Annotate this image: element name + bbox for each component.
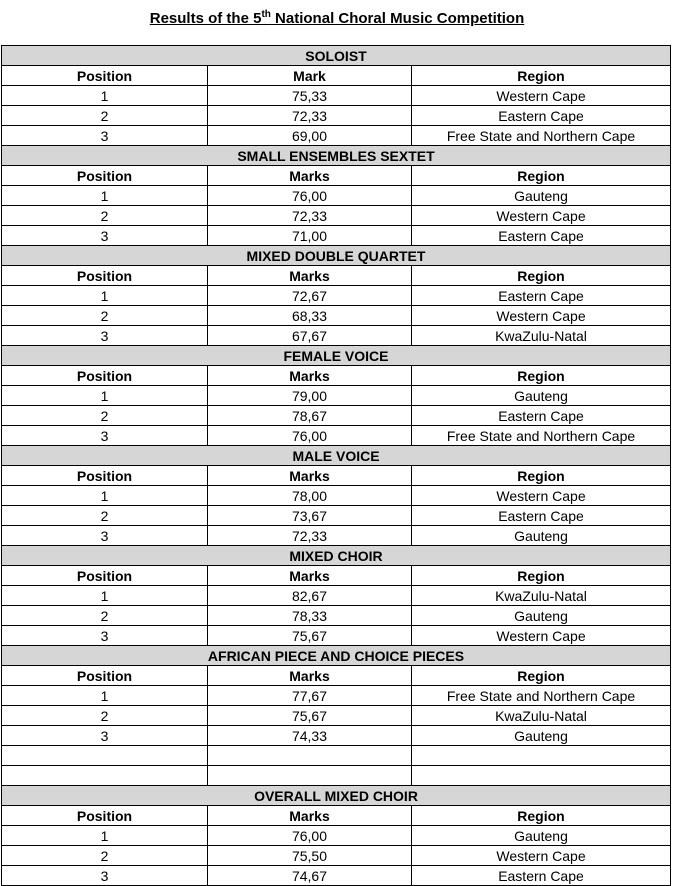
cell-mark: 78,33 xyxy=(208,606,412,626)
section-title: MALE VOICE xyxy=(2,446,671,466)
table-row xyxy=(2,426,671,446)
cell-mark: 72,67 xyxy=(208,286,412,306)
cell-position: 1 xyxy=(2,86,208,106)
table-row xyxy=(2,186,671,206)
cell-region: Western Cape xyxy=(412,306,671,326)
table-row xyxy=(2,226,671,246)
cell-position: 3 xyxy=(2,726,208,746)
cell-mark: 76,00 xyxy=(208,186,412,206)
cell-mark: 75,33 xyxy=(208,86,412,106)
cell-position: 2 xyxy=(2,506,208,526)
cell-mark: 72,33 xyxy=(208,106,412,126)
cell-position: 1 xyxy=(2,386,208,406)
column-header-region: Region xyxy=(412,566,671,586)
column-header-position: Position xyxy=(2,666,208,686)
section-title: SOLOIST xyxy=(2,46,671,66)
cell-mark: 75,67 xyxy=(208,706,412,726)
section-header-row xyxy=(2,146,671,166)
cell-mark: 73,67 xyxy=(208,506,412,526)
table-row xyxy=(2,306,671,326)
table-row xyxy=(2,106,671,126)
cell-mark: 82,67 xyxy=(208,586,412,606)
column-header-position: Position xyxy=(2,366,208,386)
cell-position: 2 xyxy=(2,706,208,726)
cell-region: KwaZulu-Natal xyxy=(412,586,671,606)
cell-mark: 72,33 xyxy=(208,526,412,546)
title-suffix: National Choral Music Competition xyxy=(270,10,525,27)
cell-region: Gauteng xyxy=(412,726,671,746)
column-header-position: Position xyxy=(2,66,208,86)
section-header-row xyxy=(2,46,671,66)
cell-position: 1 xyxy=(2,286,208,306)
cell-region: Eastern Cape xyxy=(412,286,671,306)
cell-position: 2 xyxy=(2,606,208,626)
title-superscript: th xyxy=(261,9,271,20)
column-header-region: Region xyxy=(412,366,671,386)
column-header-region: Region xyxy=(412,266,671,286)
cell-region: Free State and Northern Cape xyxy=(412,426,671,446)
section-header-row xyxy=(2,246,671,266)
table-row xyxy=(2,486,671,506)
section-header-row xyxy=(2,546,671,566)
cell-mark: 78,67 xyxy=(208,406,412,426)
column-header-region: Region xyxy=(412,166,671,186)
cell-position: 1 xyxy=(2,686,208,706)
table-row xyxy=(2,206,671,226)
table-row xyxy=(2,706,671,726)
cell-region: Eastern Cape xyxy=(412,866,671,886)
cell-region: Gauteng xyxy=(412,526,671,546)
cell-position: 3 xyxy=(2,326,208,346)
cell-region: Western Cape xyxy=(412,486,671,506)
cell-region: Free State and Northern Cape xyxy=(412,126,671,146)
column-header-row xyxy=(2,166,671,186)
cell-mark: 76,00 xyxy=(208,426,412,446)
cell-region: KwaZulu-Natal xyxy=(412,706,671,726)
section-header-row xyxy=(2,346,671,366)
cell-position: 3 xyxy=(2,126,208,146)
cell-mark: 71,00 xyxy=(208,226,412,246)
section-title: AFRICAN PIECE AND CHOICE PIECES xyxy=(2,646,671,666)
cell-position: 3 xyxy=(2,426,208,446)
table-row xyxy=(2,826,671,846)
section-header-row xyxy=(2,646,671,666)
cell-position xyxy=(2,766,208,786)
cell-region: Western Cape xyxy=(412,626,671,646)
cell-region xyxy=(412,746,671,766)
cell-region: Eastern Cape xyxy=(412,406,671,426)
column-header-region: Region xyxy=(412,806,671,826)
column-header-mark: Mark xyxy=(208,66,412,86)
table-row xyxy=(2,606,671,626)
results-table xyxy=(1,45,671,886)
table-row xyxy=(2,506,671,526)
cell-mark: 67,67 xyxy=(208,326,412,346)
column-header-mark: Marks xyxy=(208,366,412,386)
cell-position: 2 xyxy=(2,106,208,126)
table-row xyxy=(2,286,671,306)
column-header-mark: Marks xyxy=(208,266,412,286)
column-header-row xyxy=(2,466,671,486)
cell-region: Gauteng xyxy=(412,386,671,406)
cell-mark: 79,00 xyxy=(208,386,412,406)
table-row xyxy=(2,766,671,786)
column-header-row xyxy=(2,66,671,86)
column-header-mark: Marks xyxy=(208,566,412,586)
cell-position: 1 xyxy=(2,186,208,206)
section-title: SMALL ENSEMBLES SEXTET xyxy=(2,146,671,166)
column-header-row xyxy=(2,366,671,386)
column-header-mark: Marks xyxy=(208,806,412,826)
cell-position: 2 xyxy=(2,406,208,426)
section-title: MIXED DOUBLE QUARTET xyxy=(2,246,671,266)
cell-region: Eastern Cape xyxy=(412,106,671,126)
cell-position: 1 xyxy=(2,486,208,506)
column-header-row xyxy=(2,266,671,286)
document-title xyxy=(0,9,674,27)
cell-position: 1 xyxy=(2,586,208,606)
table-row xyxy=(2,686,671,706)
cell-mark: 77,67 xyxy=(208,686,412,706)
cell-region: Gauteng xyxy=(412,826,671,846)
section-title: MIXED CHOIR xyxy=(2,546,671,566)
table-row xyxy=(2,326,671,346)
table-row xyxy=(2,866,671,886)
cell-mark: 68,33 xyxy=(208,306,412,326)
column-header-row xyxy=(2,566,671,586)
table-row xyxy=(2,386,671,406)
results-table-body xyxy=(2,46,671,886)
cell-mark: 78,00 xyxy=(208,486,412,506)
column-header-region: Region xyxy=(412,666,671,686)
cell-mark: 75,67 xyxy=(208,626,412,646)
cell-position: 3 xyxy=(2,226,208,246)
cell-mark: 74,67 xyxy=(208,866,412,886)
cell-position: 2 xyxy=(2,206,208,226)
section-header-row xyxy=(2,786,671,806)
column-header-position: Position xyxy=(2,466,208,486)
cell-region: Western Cape xyxy=(412,846,671,866)
cell-mark: 69,00 xyxy=(208,126,412,146)
section-header-row xyxy=(2,446,671,466)
column-header-row xyxy=(2,666,671,686)
cell-position: 2 xyxy=(2,306,208,326)
table-row xyxy=(2,526,671,546)
cell-mark: 75,50 xyxy=(208,846,412,866)
cell-position: 1 xyxy=(2,826,208,846)
cell-mark: 74,33 xyxy=(208,726,412,746)
column-header-position: Position xyxy=(2,806,208,826)
cell-mark xyxy=(208,746,412,766)
cell-region: Gauteng xyxy=(412,606,671,626)
table-row xyxy=(2,846,671,866)
column-header-mark: Marks xyxy=(208,666,412,686)
cell-region: Western Cape xyxy=(412,206,671,226)
table-row xyxy=(2,726,671,746)
column-header-mark: Marks xyxy=(208,166,412,186)
table-row xyxy=(2,126,671,146)
column-header-mark: Marks xyxy=(208,466,412,486)
cell-region: Gauteng xyxy=(412,186,671,206)
table-row xyxy=(2,586,671,606)
cell-region: Western Cape xyxy=(412,86,671,106)
cell-region xyxy=(412,766,671,786)
column-header-position: Position xyxy=(2,566,208,586)
table-row xyxy=(2,86,671,106)
cell-position: 3 xyxy=(2,626,208,646)
title-prefix: Results of the 5 xyxy=(149,10,262,27)
cell-mark: 72,33 xyxy=(208,206,412,226)
column-header-position: Position xyxy=(2,166,208,186)
table-row xyxy=(2,406,671,426)
cell-position: 3 xyxy=(2,526,208,546)
cell-mark: 76,00 xyxy=(208,826,412,846)
cell-region: Eastern Cape xyxy=(412,506,671,526)
cell-region: Free State and Northern Cape xyxy=(412,686,671,706)
cell-position: 3 xyxy=(2,866,208,886)
cell-region: KwaZulu-Natal xyxy=(412,326,671,346)
column-header-row xyxy=(2,806,671,826)
cell-position: 2 xyxy=(2,846,208,866)
table-row xyxy=(2,746,671,766)
cell-position xyxy=(2,746,208,766)
section-title: FEMALE VOICE xyxy=(2,346,671,366)
cell-mark xyxy=(208,766,412,786)
table-row xyxy=(2,626,671,646)
column-header-region: Region xyxy=(412,466,671,486)
column-header-position: Position xyxy=(2,266,208,286)
section-title: OVERALL MIXED CHOIR xyxy=(2,786,671,806)
column-header-region: Region xyxy=(412,66,671,86)
cell-region: Eastern Cape xyxy=(412,226,671,246)
